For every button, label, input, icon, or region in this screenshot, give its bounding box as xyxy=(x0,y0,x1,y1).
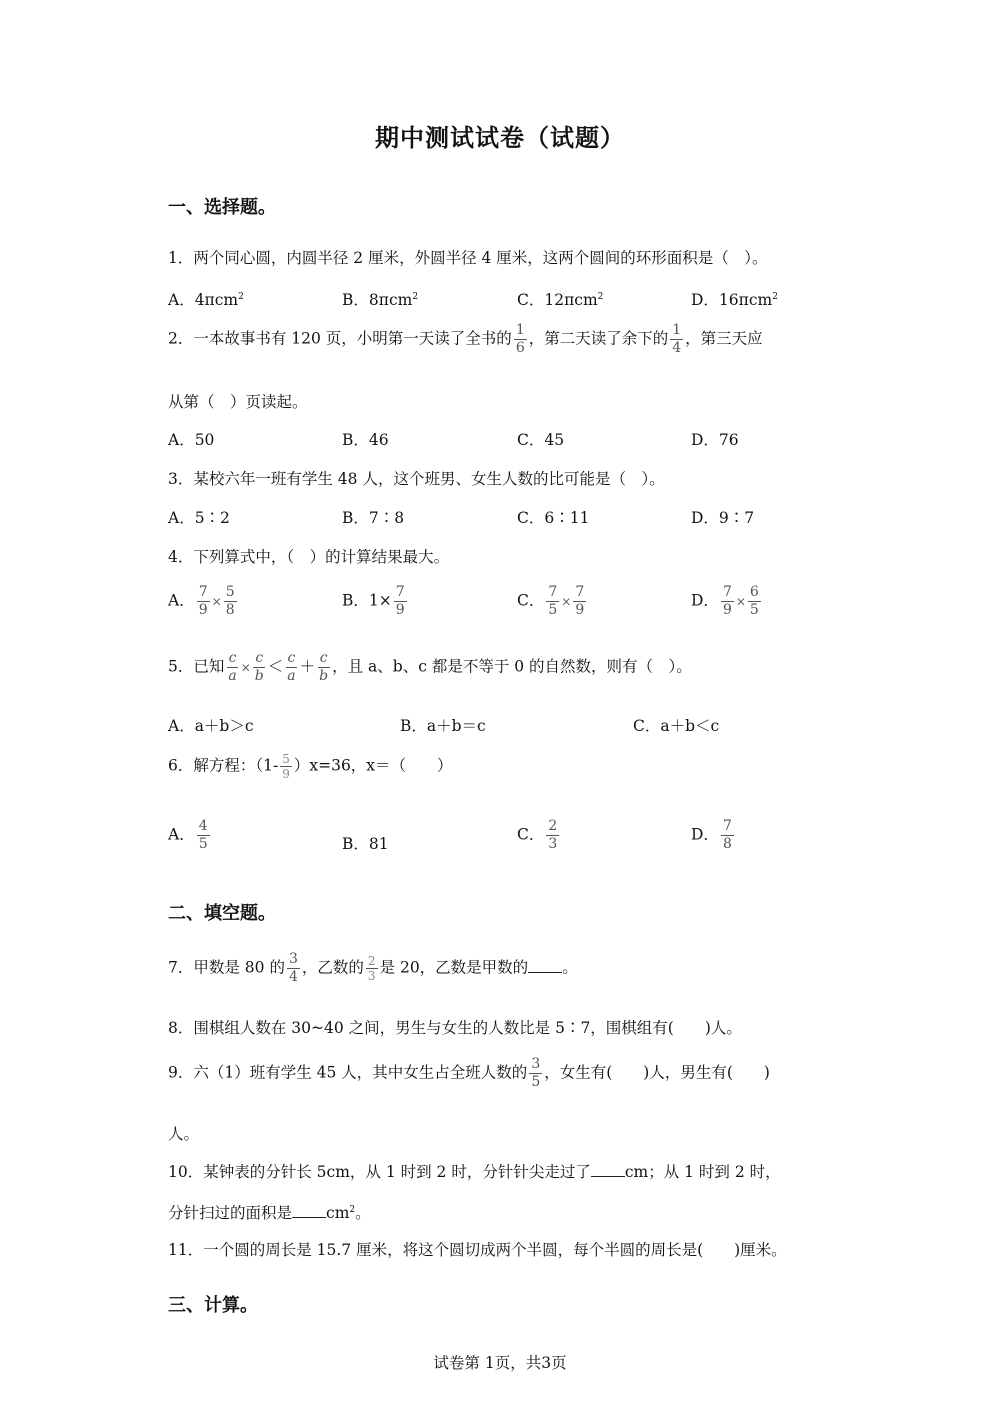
answer-blank xyxy=(292,1203,326,1218)
q3-option-a: A．5∶2 xyxy=(168,509,230,527)
question-3: 3．某校六年一班有学生 48 人，这个班男、女生人数的比可能是（ ）。 xyxy=(168,470,665,488)
q6-option-a: A． $\frac{4}{5}$ xyxy=(168,818,208,852)
q1-option-c: C．12πcm$^2$ xyxy=(517,291,604,310)
section-heading-calc: 三、计算。 xyxy=(168,1295,258,1316)
q5-option-b: B．a＋b＝c xyxy=(400,717,486,735)
q2-option-a: A．50 xyxy=(168,431,215,449)
section-heading-choice: 一、选择题。 xyxy=(168,197,276,218)
answer-blank xyxy=(591,1162,625,1177)
q3-option-b: B．7∶8 xyxy=(342,509,405,527)
q1-option-b: B．8πcm$^2$ xyxy=(342,291,419,310)
question-9-line-2: 人。 xyxy=(168,1125,200,1143)
q5-option-a: A．a＋b＞c xyxy=(168,717,254,735)
q4-option-b: B．1× $\frac{7}{9}$ xyxy=(342,584,405,618)
question-7: 7．甲数是 80 的 $\frac{3}{4}$ ，乙数的 $\frac{2}{3}$ 是 20，乙数是甲数的 。 xyxy=(168,951,578,985)
question-5: 5．已知 $\frac{c}{a}$ × $\frac{c}{b}$ ＜ $\frac{c}{a}$ ＋ $\frac{c}{b}$ ，且 a、b、c 都是不等于 0 的自然数，则有（ ）。 xyxy=(168,650,692,684)
q2-option-b: B．46 xyxy=(342,431,389,449)
q3-option-d: D．9∶7 xyxy=(691,509,755,527)
page-title: 期中测试试卷（试题） xyxy=(375,124,625,152)
question-2-line-2: 从第（ ）页读起。 xyxy=(168,393,308,411)
question-6: 6．解方程：（1- $\frac{5}{9}$ ）x=36，x＝（ ） xyxy=(168,752,453,781)
q1-option-d: D．16πcm$^2$ xyxy=(691,291,778,310)
fraction: $\frac{1}{6}$ xyxy=(515,322,525,356)
q1-option-a: A．4πcm$^2$ xyxy=(168,291,244,310)
question-9: 9．六（1）班有学生 45 人，其中女生占全班人数的 $\frac{3}{5}$ ，女生有( )人，男生有( ) xyxy=(168,1056,770,1090)
q3-option-c: C．6∶11 xyxy=(517,509,590,527)
question-8: 8．围棋组人数在 30~40 之间，男生与女生的人数比是 5∶7，围棋组有( )人。 xyxy=(168,1019,742,1037)
section-heading-fill: 二、填空题。 xyxy=(168,903,276,924)
q4-option-a: A． $\frac{7}{9}$ × $\frac{5}{8}$ xyxy=(168,584,235,618)
q6-option-d: D． $\frac{7}{8}$ xyxy=(691,818,732,852)
q5-option-c: C．a＋b＜c xyxy=(633,717,720,735)
question-10-line-2: 分针扫过的面积是 $cm^2$。 xyxy=(168,1204,371,1223)
question-1: 1．两个同心圆，内圆半径 2 厘米，外圆半径 4 厘米，这两个圆间的环形面积是（ ）。 xyxy=(168,249,768,267)
page-footer: 试卷第 1页，共3页 xyxy=(433,1354,567,1372)
question-4: 4．下列算式中，（ ）的计算结果最大。 xyxy=(168,548,450,566)
q2-option-c: C．45 xyxy=(517,431,565,449)
q2-option-d: D．76 xyxy=(691,431,739,449)
question-11: 11．一个圆的周长是 15.7 厘米，将这个圆切成两个半圆，每个半圆的周长是( )厘米。 xyxy=(168,1241,787,1259)
answer-blank xyxy=(528,958,562,973)
question-2: 2．一本故事书有 120 页，小明第一天读了全书的 $\frac{1}{6}$ ，第二天读了余下的 $\frac{1}{4}$ ，第三天应 xyxy=(168,322,763,356)
q6-option-c: C． $\frac{2}{3}$ xyxy=(517,818,558,852)
q4-option-c: C． $\frac{7}{5}$ × $\frac{7}{9}$ xyxy=(517,584,585,618)
q4-option-d: D． $\frac{7}{9}$ × $\frac{6}{5}$ xyxy=(691,584,759,618)
question-10: 10．某钟表的分针长 5cm，从 1 时到 2 时，分针针尖走过了 cm；从 1 时到 2 时， xyxy=(168,1163,781,1181)
q6-option-b: B．81 xyxy=(342,835,389,853)
fraction: $\frac{1}{4}$ xyxy=(672,322,682,356)
